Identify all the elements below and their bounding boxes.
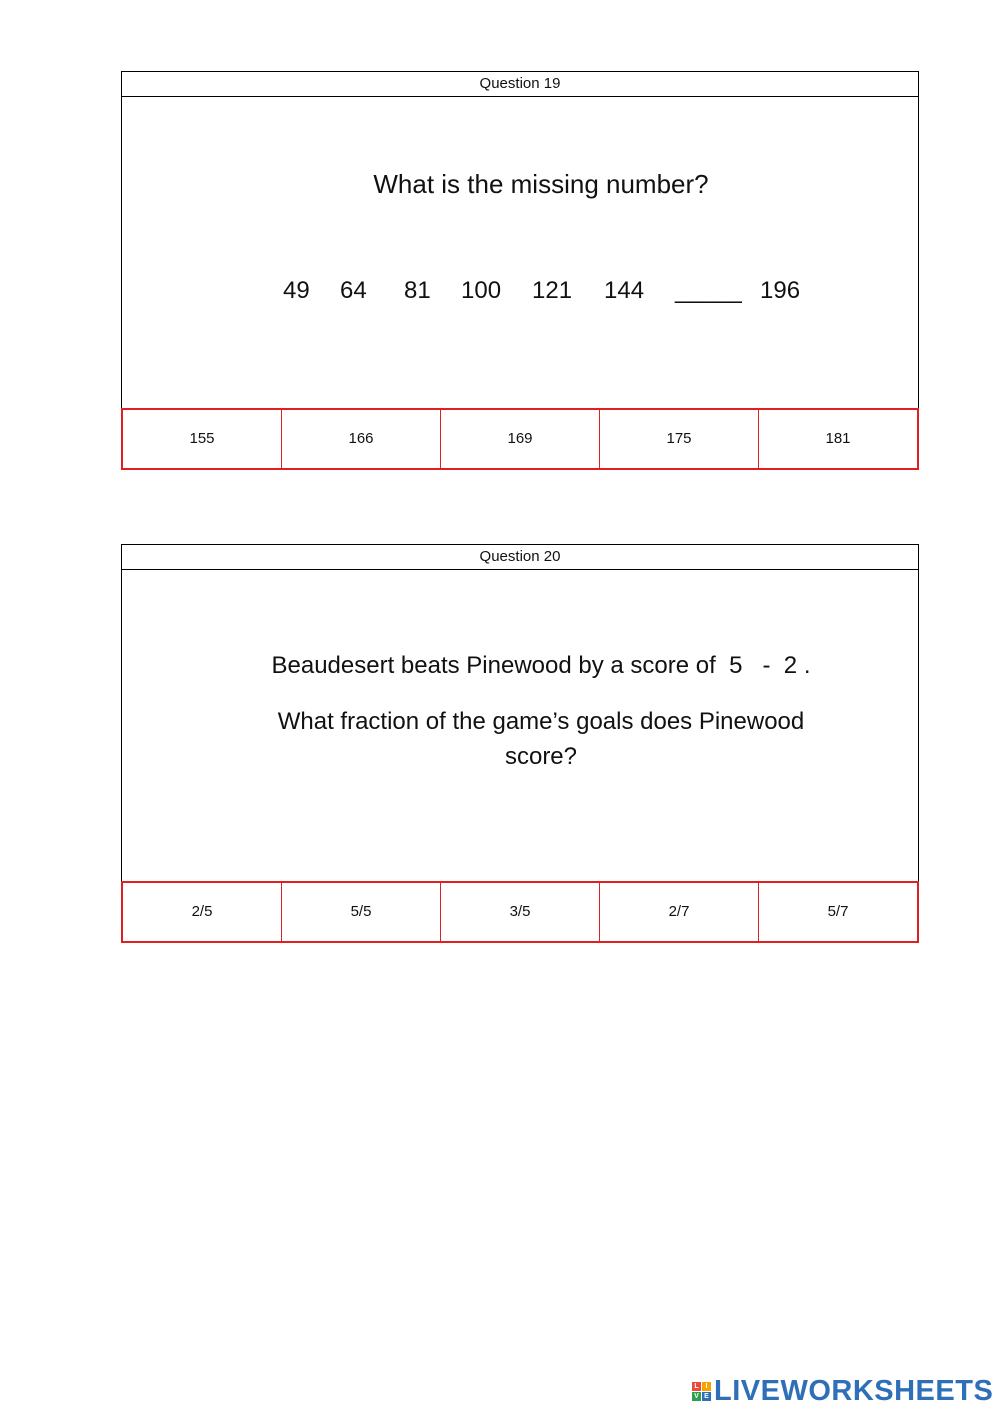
question-20-statement: Beaudesert beats Pinewood by a score of 5 - 2 . [271, 652, 811, 679]
sequence-number: 196 [760, 277, 801, 304]
question-19-card [121, 71, 919, 470]
sequence-number: 81 [404, 277, 431, 304]
sequence-number: 144 [604, 277, 645, 304]
answer-option[interactable]: 166 [282, 410, 441, 468]
question-19-prompt: What is the missing number? [373, 169, 709, 199]
answer-option[interactable]: 5/7 [827, 903, 849, 920]
answer-option[interactable]: 3/5 [441, 883, 600, 941]
answer-option[interactable]: 169 [441, 410, 600, 468]
answer-option[interactable]: 5/5 [282, 883, 441, 941]
answer-option[interactable]: 155 [123, 410, 282, 468]
logo-icon [692, 1382, 711, 1401]
question-20-card [121, 544, 919, 943]
question-20-header: Question 20 [122, 545, 918, 570]
logo-letter: I [702, 1382, 711, 1391]
question-20-frame [121, 544, 919, 881]
question-19-header: Question 19 [122, 72, 918, 97]
missing-number-blank[interactable]: _____ [675, 277, 742, 304]
question-19-answers [121, 408, 919, 470]
logo-letter: L [692, 1382, 701, 1391]
question-20-body [122, 570, 918, 881]
answer-option[interactable]: 181 [825, 430, 851, 447]
logo-letter: E [702, 1392, 711, 1401]
question-19-frame [121, 71, 919, 408]
answer-option[interactable]: 2/7 [600, 883, 759, 941]
sequence-number: 100 [461, 277, 502, 304]
answer-option[interactable]: 2/5 [123, 883, 282, 941]
number-sequence [122, 277, 918, 311]
sequence-number: 49 [283, 277, 310, 304]
liveworksheets-logo [692, 1376, 993, 1406]
question-19-body [122, 97, 918, 408]
logo-letter: V [692, 1392, 701, 1401]
sequence-number: 64 [340, 277, 367, 304]
sequence-number: 121 [532, 277, 573, 304]
logo-text: LIVEWORKSHEETS [714, 1374, 994, 1407]
question-20-answers [121, 881, 919, 943]
question-20-prompt: What fraction of the game’s goals does Pinewood score? [277, 708, 805, 770]
answer-option[interactable]: 175 [600, 410, 759, 468]
